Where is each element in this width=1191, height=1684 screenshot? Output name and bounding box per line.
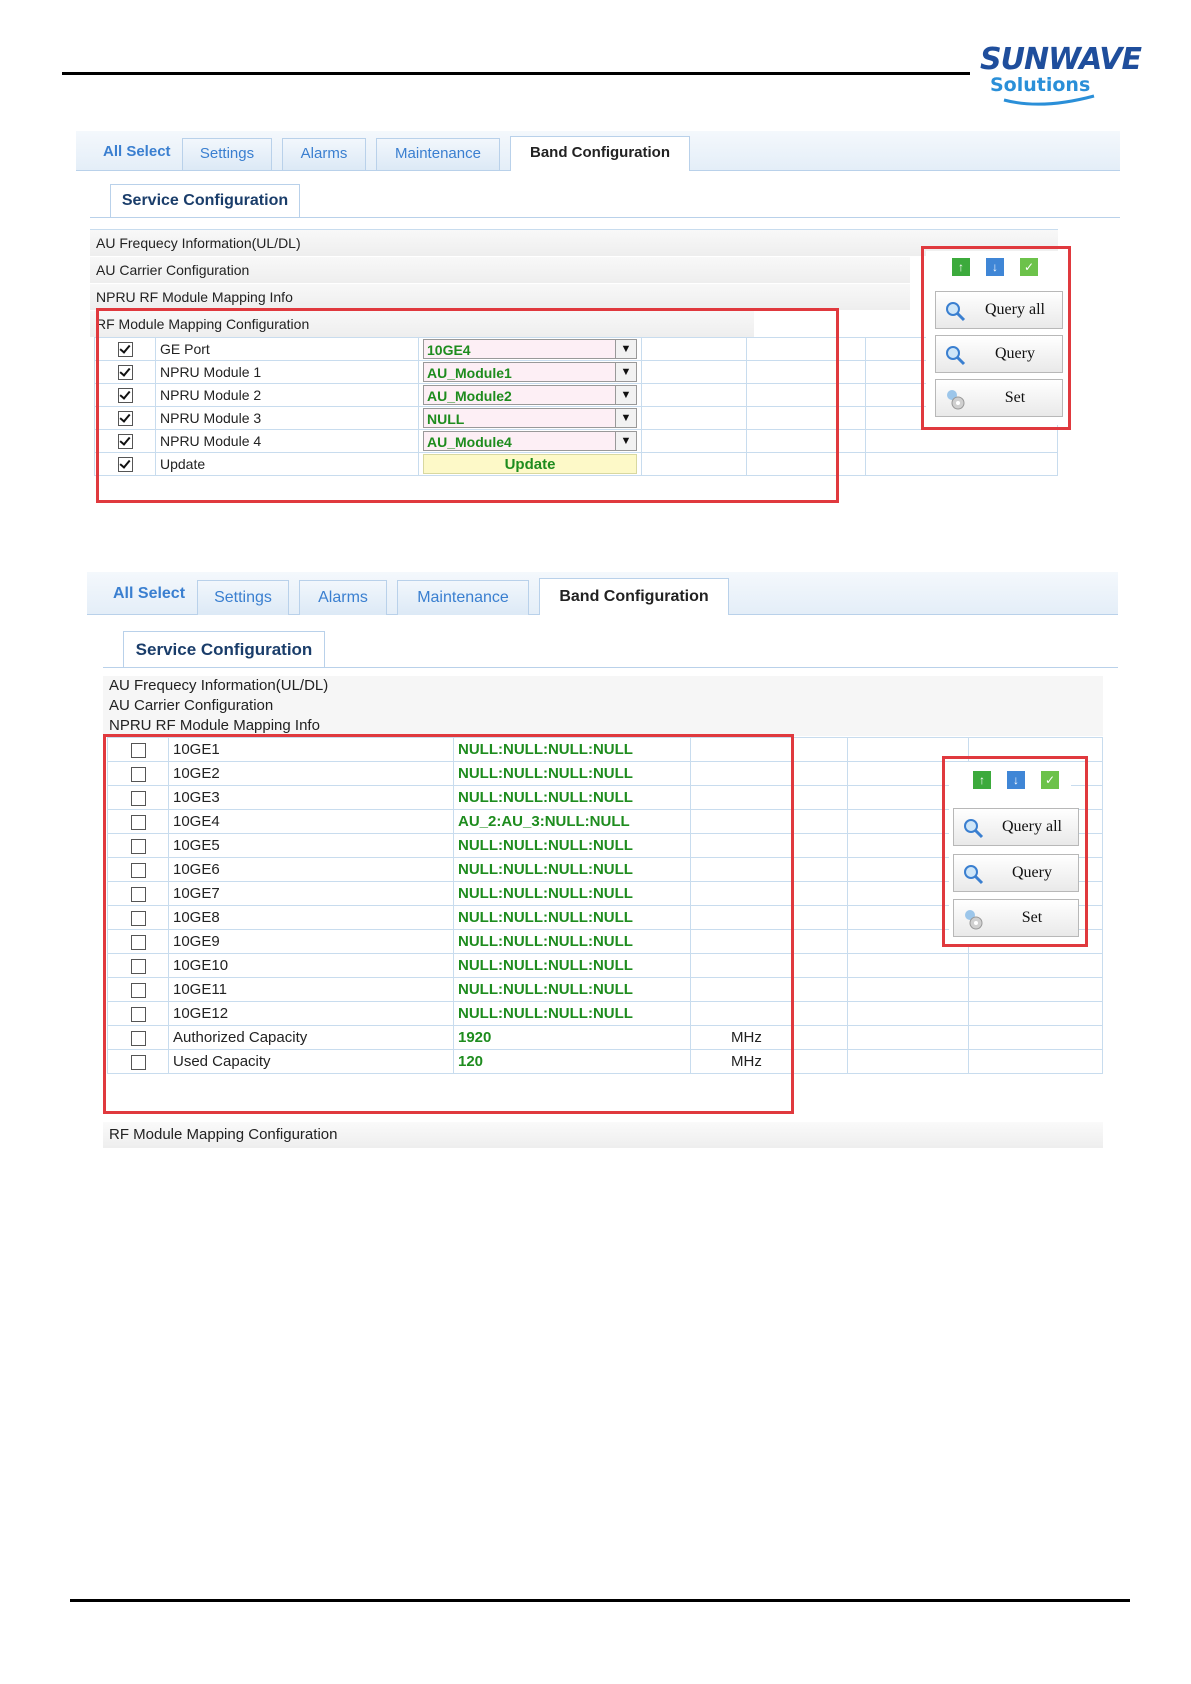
row-label: 10GE6 (169, 858, 454, 882)
highlight-box (96, 308, 839, 503)
row-value: 1920 (454, 1026, 691, 1050)
ge-port-select[interactable]: 10GE4 ▼ (423, 339, 637, 359)
npru-module-2-select[interactable]: AU_Module2 ▼ (423, 385, 637, 405)
row-label: 10GE10 (169, 954, 454, 978)
logo-text-bottom: Solutions (990, 74, 1091, 96)
row-value: NULL:NULL:NULL:NULL (454, 1002, 691, 1026)
chevron-down-icon: ▼ (615, 363, 636, 381)
check-icon[interactable]: ✓ (1041, 771, 1059, 789)
set-button[interactable]: Set (935, 379, 1063, 417)
highlight-box (942, 756, 1088, 947)
row-value: NULL:NULL:NULL:NULL (454, 978, 691, 1002)
row-value: 120 (454, 1050, 691, 1074)
section-npru-mapping-info[interactable]: NPRU RF Module Mapping Info (90, 284, 910, 310)
section-au-frequency[interactable]: AU Frequecy Information(UL/DL) (90, 230, 1058, 256)
row-value: NULL:NULL:NULL:NULL (454, 882, 691, 906)
footer-rule (70, 1599, 1130, 1602)
section-au-carrier[interactable]: AU Carrier Configuration (103, 696, 1103, 716)
row-label: 10GE12 (169, 1002, 454, 1026)
npru-module-1-select[interactable]: AU_Module1 ▼ (423, 362, 637, 382)
tab-maintenance[interactable]: Maintenance (376, 138, 500, 170)
section-rf-module-mapping-config[interactable]: RF Module Mapping Configuration (90, 311, 754, 337)
tab-maintenance[interactable]: Maintenance (397, 580, 529, 615)
row-unit: MHz (691, 1050, 848, 1074)
row-value: NULL:NULL:NULL:NULL (454, 738, 691, 762)
tab-band-configuration[interactable]: Band Configuration (510, 136, 690, 171)
row-label: 10GE2 (169, 762, 454, 786)
row-label: 10GE7 (169, 882, 454, 906)
header-rule (62, 72, 970, 75)
chevron-down-icon: ▼ (615, 432, 636, 450)
upload-icon[interactable]: ↑ (973, 771, 991, 789)
row-label: Authorized Capacity (169, 1026, 454, 1050)
row-value: NULL:NULL:NULL:NULL (454, 858, 691, 882)
row-label: 10GE9 (169, 930, 454, 954)
row-label: 10GE11 (169, 978, 454, 1002)
tab-alarms[interactable]: Alarms (282, 138, 366, 170)
chevron-down-icon: ▼ (615, 386, 636, 404)
row-label: GE Port (156, 338, 419, 361)
update-button[interactable]: Update (423, 454, 637, 474)
row-label: 10GE8 (169, 906, 454, 930)
check-icon[interactable]: ✓ (1020, 258, 1038, 276)
row-unit: MHz (691, 1026, 848, 1050)
row-value: NULL:NULL:NULL:NULL (454, 786, 691, 810)
row-value: NULL:NULL:NULL:NULL (454, 906, 691, 930)
download-icon[interactable]: ↓ (1007, 771, 1025, 789)
row-label: 10GE5 (169, 834, 454, 858)
sunwave-logo (980, 42, 1141, 108)
row-label: NPRU Module 1 (156, 361, 419, 384)
highlight-box (921, 246, 1071, 430)
query-button[interactable]: Query (953, 854, 1079, 892)
set-button[interactable]: Set (953, 899, 1079, 937)
row-value: NULL:NULL:NULL:NULL (454, 954, 691, 978)
section-npru-mapping-info[interactable]: NPRU RF Module Mapping Info (103, 716, 1103, 736)
tab-band-configuration[interactable]: Band Configuration (539, 578, 729, 615)
section-au-carrier[interactable]: AU Carrier Configuration (90, 257, 910, 283)
screenshot-2 (87, 572, 1118, 1150)
row-label: 10GE3 (169, 786, 454, 810)
download-icon[interactable]: ↓ (986, 258, 1004, 276)
query-all-button[interactable]: Query all (953, 808, 1079, 846)
all-select-link[interactable]: All Select (103, 143, 171, 160)
section-au-frequency[interactable]: AU Frequecy Information(UL/DL) (103, 676, 1103, 696)
row-value: NULL:NULL:NULL:NULL (454, 834, 691, 858)
row-label: 10GE4 (169, 810, 454, 834)
section-rf-module-mapping-config[interactable]: RF Module Mapping Configuration (103, 1122, 1103, 1148)
row-label: 10GE1 (169, 738, 454, 762)
tab-service-configuration[interactable]: Service Configuration (110, 184, 300, 217)
query-all-button[interactable]: Query all (935, 291, 1063, 329)
tab-alarms[interactable]: Alarms (299, 580, 387, 615)
screenshot-1 (76, 131, 1120, 501)
row-label: NPRU Module 4 (156, 430, 419, 453)
tab-settings[interactable]: Settings (182, 138, 272, 170)
subtab-underline (90, 217, 1120, 218)
highlight-box (103, 734, 794, 1114)
row-label: NPRU Module 2 (156, 384, 419, 407)
logo-swoosh-icon (1002, 94, 1097, 108)
chevron-down-icon: ▼ (615, 409, 636, 427)
npru-module-4-select[interactable]: AU_Module4 ▼ (423, 431, 637, 451)
upload-icon[interactable]: ↑ (952, 258, 970, 276)
row-value: NULL:NULL:NULL:NULL (454, 930, 691, 954)
row-label: NPRU Module 3 (156, 407, 419, 430)
tab-settings[interactable]: Settings (197, 580, 289, 615)
subtab-underline (103, 667, 1118, 668)
chevron-down-icon: ▼ (615, 340, 636, 358)
row-label: Update (156, 453, 419, 476)
logo-text-top: SUNWAVE (980, 42, 1141, 77)
npru-module-3-select[interactable]: NULL ▼ (423, 408, 637, 428)
row-value: AU_2:AU_3:NULL:NULL (454, 810, 691, 834)
all-select-link[interactable]: All Select (113, 585, 186, 602)
tab-service-configuration[interactable]: Service Configuration (123, 631, 325, 667)
row-value: NULL:NULL:NULL:NULL (454, 762, 691, 786)
row-label: Used Capacity (169, 1050, 454, 1074)
query-button[interactable]: Query (935, 335, 1063, 373)
